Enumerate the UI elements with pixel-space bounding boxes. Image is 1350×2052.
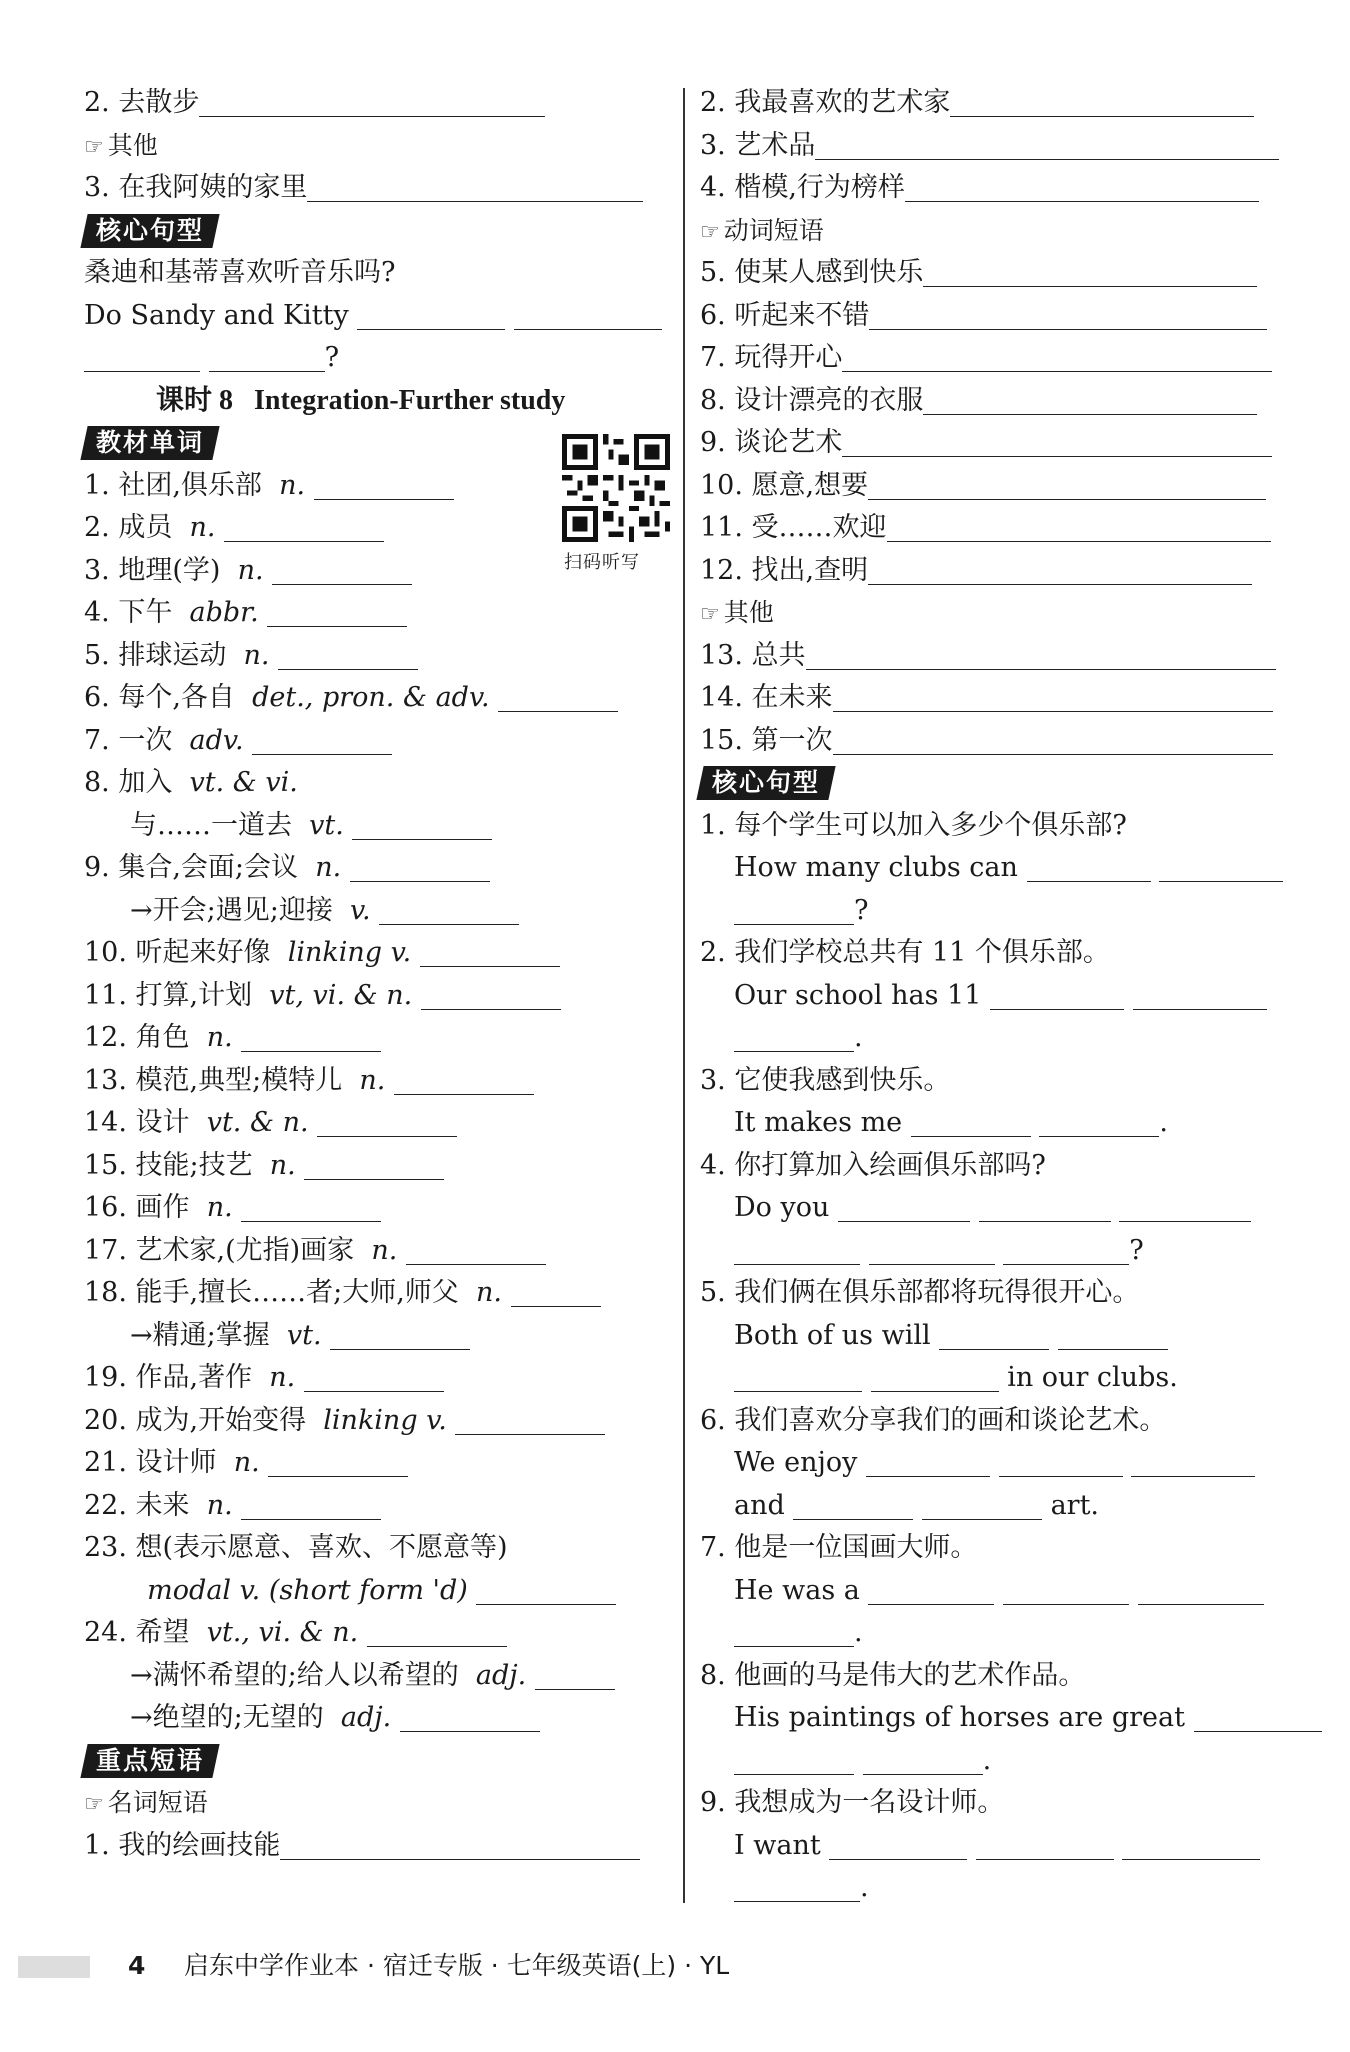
sentence-cn: 8. 他画的马是伟大的艺术作品。: [700, 1659, 1086, 1691]
part-of-speech: abbr.: [189, 597, 259, 628]
vocab-chinese: 5. 排球运动: [84, 639, 227, 671]
phrase-line: 10. 愿意,想要: [700, 465, 1286, 508]
answer-blank[interactable]: [1119, 1191, 1251, 1222]
sentence-cn: 3. 它使我感到快乐。: [700, 1064, 951, 1096]
answer-blank[interactable]: [350, 851, 490, 882]
part-of-speech: n.: [237, 554, 264, 586]
vocab-item: [84, 1145, 670, 1188]
part-of-speech: n.: [359, 1064, 386, 1096]
phrase-line: 11. 受……欢迎: [700, 507, 1286, 550]
vocab-item: [84, 1017, 670, 1060]
phrase-line: 7. 玩得开心: [700, 337, 1286, 380]
part-of-speech: n.: [269, 1149, 296, 1181]
answer-blank[interactable]: [833, 681, 1273, 712]
vocab-item: [84, 890, 670, 933]
section-badge: 核心句型: [700, 762, 1286, 805]
part-of-speech: n.: [371, 1234, 398, 1266]
answer-blank[interactable]: [842, 341, 1272, 372]
vocab-chinese: 13. 模范,典型;模特儿: [84, 1064, 343, 1096]
vocab-list: [84, 465, 670, 1740]
sentence-en: Do you: [700, 1187, 1286, 1230]
vocab-chinese: →绝望的;无望的: [130, 1702, 324, 1733]
part-of-speech: n.: [279, 469, 306, 501]
vocab-item: [84, 1357, 670, 1400]
column-divider: [683, 88, 685, 1903]
vocab-item: [84, 507, 670, 550]
part-of-speech: n.: [475, 1277, 502, 1308]
answer-blank[interactable]: [806, 639, 1276, 670]
vocab-chinese: 6. 每个,各自: [84, 682, 235, 713]
phrase-line: 12. 找出,查明: [700, 550, 1286, 593]
answer-blank[interactable]: [224, 511, 384, 542]
answer-blank[interactable]: [352, 809, 492, 840]
part-of-speech: vt.: [286, 1319, 322, 1351]
qr-caption: 扫码听写: [564, 552, 640, 573]
vocab-item: [84, 1400, 670, 1443]
part-of-speech: adj.: [340, 1702, 392, 1733]
answer-blank[interactable]: [922, 1489, 1042, 1520]
answer-blank[interactable]: [990, 979, 1124, 1010]
answer-blank[interactable]: [734, 1021, 854, 1052]
part-of-speech: adj.: [475, 1659, 527, 1691]
vocab-item: [84, 1570, 670, 1613]
answer-blank[interactable]: [734, 1744, 854, 1775]
part-of-speech: n.: [269, 1362, 296, 1393]
answer-blank[interactable]: [999, 1446, 1123, 1477]
vocab-item: [84, 1230, 670, 1273]
vocab-chinese: 21. 设计师: [84, 1447, 217, 1478]
part-of-speech: n.: [189, 512, 216, 543]
section-tip: ☞ 其他: [84, 130, 158, 160]
answer-blank[interactable]: [842, 426, 1272, 457]
answer-blank[interactable]: [357, 299, 505, 330]
phrase-line: 5. 使某人感到快乐: [700, 252, 1286, 295]
answer-blank[interactable]: [535, 1659, 615, 1690]
phrase-line: 2. 我最喜欢的艺术家: [700, 82, 1286, 125]
page-footer: [0, 1948, 1350, 1988]
right-column: [700, 82, 1286, 1910]
answer-blank[interactable]: [866, 1446, 990, 1477]
vocab-chinese: 14. 设计: [84, 1107, 190, 1138]
phrase-line: 9. 谈论艺术: [700, 422, 1286, 465]
sentence-en: How many clubs can: [700, 847, 1286, 890]
vocab-item: [84, 1697, 670, 1740]
answer-blank[interactable]: [911, 1106, 1031, 1137]
part-of-speech: vt.: [309, 809, 344, 841]
answer-blank[interactable]: [734, 894, 854, 925]
part-of-speech: vt, vi. & n.: [269, 979, 413, 1011]
answer-blank[interactable]: [923, 384, 1257, 415]
answer-blank[interactable]: [871, 1361, 999, 1392]
answer-blank[interactable]: [84, 341, 200, 372]
sentence-en-cont: and art.: [734, 1489, 1099, 1521]
answer-blank[interactable]: [199, 86, 545, 117]
answer-blank[interactable]: [209, 341, 325, 372]
answer-blank[interactable]: [394, 1064, 534, 1095]
part-of-speech: n.: [206, 1022, 233, 1053]
answer-blank[interactable]: [317, 1106, 457, 1137]
sentence-en-cont: in our clubs.: [700, 1357, 1286, 1400]
answer-blank[interactable]: [838, 1191, 970, 1222]
vocab-chinese: 11. 打算,计划: [84, 979, 253, 1011]
vocab-item: [84, 762, 670, 805]
sentence-en: It makes me .: [734, 1107, 1168, 1138]
vocab-item: [84, 975, 670, 1018]
part-of-speech: modal v. (short form 'd): [147, 1574, 468, 1606]
vocab-chinese: 与……一道去: [130, 809, 292, 841]
sentence-en: Both of us will: [700, 1315, 1286, 1358]
vocab-chinese: 22. 未来: [84, 1489, 190, 1521]
part-of-speech: n.: [315, 852, 342, 883]
phrase-line: 15. 第一次: [700, 720, 1286, 763]
answer-blank[interactable]: [868, 469, 1266, 500]
footer-gray-bar: [18, 1956, 90, 1978]
part-of-speech: vt. & n.: [206, 1107, 309, 1138]
answer-blank[interactable]: [1131, 1446, 1255, 1477]
vocab-chinese: 8. 加入: [84, 767, 173, 798]
answer-blank[interactable]: [400, 1701, 540, 1732]
phrase-line: 6. 听起来不错: [700, 295, 1286, 338]
part-of-speech: v.: [350, 894, 371, 926]
sentence-en: I want: [700, 1825, 1286, 1868]
answer-blank[interactable]: [976, 1829, 1114, 1860]
answer-blank[interactable]: [1194, 1701, 1322, 1732]
part-of-speech: vt. & vi.: [189, 767, 298, 798]
pointing-hand-icon: ☞: [700, 219, 720, 245]
book-title: 启东中学作业本 · 宿迁专版 · 七年级英语(上) · YL: [184, 1951, 730, 1980]
phrase-line: 3. 在我阿姨的家里: [84, 167, 670, 210]
answer-blank[interactable]: [950, 86, 1254, 117]
answer-blank[interactable]: [923, 256, 1257, 287]
sentence-cn: 桑迪和基蒂喜欢听音乐吗?: [84, 257, 396, 288]
answer-blank[interactable]: [863, 1744, 983, 1775]
answer-blank[interactable]: [511, 1276, 601, 1307]
phrase-line: 4. 楷模,行为榜样: [700, 167, 1286, 210]
answer-blank[interactable]: [252, 724, 392, 755]
answer-blank[interactable]: [1039, 1106, 1159, 1137]
vocab-item: [84, 1060, 670, 1103]
vocab-item: [84, 592, 670, 635]
vocab-chinese: →精通;掌握: [130, 1319, 270, 1351]
answer-blank[interactable]: [734, 1616, 854, 1647]
pointing-hand-icon: ☞: [700, 602, 720, 627]
phrase-line: 2. 去散步: [84, 82, 670, 125]
section-tip: ☞ 动词短语: [700, 215, 824, 245]
vocab-chinese: →开会;遇见;迎接: [130, 894, 333, 926]
answer-blank[interactable]: [1058, 1319, 1168, 1350]
answer-blank[interactable]: [476, 1574, 616, 1605]
vocab-block: [84, 422, 670, 1740]
vocab-item: [84, 1272, 670, 1315]
answer-blank[interactable]: [421, 979, 561, 1010]
answer-blank[interactable]: [939, 1319, 1049, 1350]
answer-blank[interactable]: [734, 1234, 860, 1265]
vocab-item: [84, 1102, 670, 1145]
part-of-speech: n.: [206, 1192, 233, 1223]
answer-blank[interactable]: [868, 554, 1252, 585]
vocab-chinese: 20. 成为,开始变得: [84, 1404, 307, 1436]
vocab-chinese: 17. 艺术家,(尤指)画家: [84, 1234, 355, 1266]
answer-blank[interactable]: [241, 1489, 381, 1520]
answer-blank[interactable]: [267, 596, 407, 627]
answer-blank[interactable]: [280, 1829, 640, 1860]
sentence-en-cont: .: [700, 1612, 1286, 1655]
vocab-chinese: 24. 希望: [84, 1617, 190, 1648]
answer-blank[interactable]: [1122, 1829, 1260, 1860]
phrase-line: 13. 总共: [700, 635, 1286, 678]
vocab-item: [84, 677, 670, 720]
vocab-item: [84, 847, 670, 890]
answer-blank[interactable]: [815, 129, 1279, 160]
phrase-line: 1. 我的绘画技能: [84, 1825, 670, 1868]
sentence-en: He was a: [700, 1570, 1286, 1613]
part-of-speech: n.: [243, 639, 270, 671]
sentence-en-cont: .: [700, 1017, 1286, 1060]
answer-blank[interactable]: [307, 171, 643, 202]
section-tip: ☞ 名词短语: [84, 1788, 208, 1817]
section-badge: 教材单词: [84, 422, 670, 465]
sentence-cn: 7. 他是一位国画大师。: [700, 1532, 978, 1563]
answer-blank[interactable]: [241, 1191, 381, 1222]
sentence-cn: 6. 我们喜欢分享我们的画和谈论艺术。: [700, 1404, 1167, 1436]
vocab-chinese: 7. 一次: [84, 724, 173, 756]
vocab-chinese: 2. 成员: [84, 512, 173, 543]
part-of-speech: det., pron. & adv.: [252, 682, 490, 713]
vocab-item: [84, 1187, 670, 1230]
answer-blank[interactable]: [1003, 1234, 1129, 1265]
vocab-item: [84, 932, 670, 975]
vocab-item: [84, 1315, 670, 1358]
section-badge: 重点短语: [84, 1740, 670, 1783]
answer-blank[interactable]: [498, 681, 618, 712]
answer-blank[interactable]: [905, 171, 1259, 202]
answer-blank[interactable]: [1159, 851, 1283, 882]
part-of-speech: n.: [233, 1447, 260, 1478]
vocab-item: [84, 1612, 670, 1655]
phrase-line: 3. 艺术品: [700, 125, 1286, 168]
answer-blank[interactable]: [734, 1871, 860, 1902]
vocab-chinese: 10. 听起来好像: [84, 937, 271, 968]
part-of-speech: vt., vi. & n.: [206, 1617, 359, 1648]
pointing-hand-icon: ☞: [84, 1792, 104, 1817]
answer-blank[interactable]: [1027, 851, 1151, 882]
answer-blank[interactable]: [1003, 1574, 1129, 1605]
sentence-en-cont: .: [700, 1867, 1286, 1910]
vocab-chinese: 18. 能手,擅长……者;大师,师父: [84, 1277, 459, 1308]
sentence-cn: 2. 我们学校总共有 11 个俱乐部。: [700, 937, 1110, 968]
answer-blank[interactable]: [330, 1319, 470, 1350]
answer-blank[interactable]: [278, 639, 418, 670]
page-number: 4: [128, 1951, 146, 1980]
vocab-chinese: 19. 作品,著作: [84, 1362, 253, 1393]
section-badge: 核心句型: [84, 210, 670, 253]
vocab-chinese: 16. 画作: [84, 1192, 190, 1223]
answer-blank[interactable]: [887, 511, 1271, 542]
part-of-speech: n.: [206, 1489, 233, 1521]
vocab-item: [84, 635, 670, 678]
answer-blank[interactable]: [869, 1234, 995, 1265]
vocab-item: [84, 1655, 670, 1698]
part-of-speech: linking v.: [287, 937, 412, 968]
answer-blank[interactable]: [268, 1446, 408, 1477]
answer-blank[interactable]: [734, 1361, 862, 1392]
answer-blank[interactable]: [833, 724, 1273, 755]
answer-blank[interactable]: [979, 1191, 1111, 1222]
part-of-speech: linking v.: [323, 1404, 447, 1436]
lesson-title: 课时 8 Integration-Further study: [156, 384, 566, 416]
sentence-en: Our school has 11: [700, 975, 1286, 1018]
sentence-en-cont: ?: [700, 890, 1286, 933]
pointing-hand-icon: ☞: [84, 134, 104, 160]
vocab-chinese: 12. 角色: [84, 1022, 190, 1053]
answer-blank[interactable]: [314, 469, 454, 500]
vocab-chinese: 4. 下午: [84, 597, 173, 628]
answer-blank[interactable]: [829, 1829, 967, 1860]
vocab-item: [84, 1485, 670, 1528]
sentence-en-cont: ?: [84, 337, 670, 380]
part-of-speech: adv.: [189, 724, 244, 756]
answer-blank[interactable]: [406, 1234, 546, 1265]
vocab-item: [84, 805, 670, 848]
answer-blank[interactable]: [869, 299, 1267, 330]
answer-blank[interactable]: [420, 936, 560, 967]
answer-blank[interactable]: [304, 1361, 444, 1392]
answer-blank[interactable]: [793, 1489, 913, 1520]
vocab-chinese: 9. 集合,会面;会议: [84, 852, 299, 883]
answer-blank[interactable]: [304, 1149, 444, 1180]
sentence-cn: 1. 每个学生可以加入多少个俱乐部?: [700, 809, 1127, 841]
vocab-item: [84, 550, 670, 593]
vocab-chinese: 3. 地理(学): [84, 554, 221, 586]
vocab-chinese: 15. 技能;技艺: [84, 1149, 253, 1181]
answer-blank[interactable]: [1133, 979, 1267, 1010]
sentence-en: We enjoy: [700, 1442, 1286, 1485]
sentence-cn: 4. 你打算加入绘画俱乐部吗?: [700, 1149, 1046, 1181]
sentence-cn: 5. 我们俩在俱乐部都将玩得很开心。: [700, 1277, 1140, 1308]
sentence-en: His paintings of horses are great: [700, 1697, 1286, 1740]
sentence-cn: 9. 我想成为一名设计师。: [700, 1787, 1005, 1818]
sentence-en: Do Sandy and Kitty: [84, 295, 670, 338]
phrase-line: 14. 在未来: [700, 677, 1286, 720]
vocab-item: [84, 720, 670, 763]
vocab-chinese: →满怀希望的;给人以希望的: [130, 1659, 459, 1691]
vocab-chinese: 1. 社团,俱乐部: [84, 469, 262, 501]
answer-blank[interactable]: [514, 299, 662, 330]
answer-blank[interactable]: [272, 554, 412, 585]
answer-blank[interactable]: [1138, 1574, 1264, 1605]
sentence-en-cont: ?: [700, 1230, 1286, 1273]
vocab-chinese: 23. 想(表示愿意、喜欢、不愿意等): [84, 1532, 508, 1563]
vocab-item: [84, 1442, 670, 1485]
phrase-line: 8. 设计漂亮的衣服: [700, 380, 1286, 423]
section-tip: ☞ 其他: [700, 598, 774, 627]
answer-blank[interactable]: [241, 1021, 381, 1052]
answer-blank[interactable]: [379, 894, 519, 925]
sentence-en-cont: .: [700, 1740, 1286, 1783]
answer-blank[interactable]: [455, 1404, 605, 1435]
left-column: [84, 82, 670, 1867]
answer-blank[interactable]: [367, 1616, 507, 1647]
vocab-item: [84, 1527, 670, 1570]
vocab-item: [84, 465, 670, 508]
answer-blank[interactable]: [868, 1574, 994, 1605]
